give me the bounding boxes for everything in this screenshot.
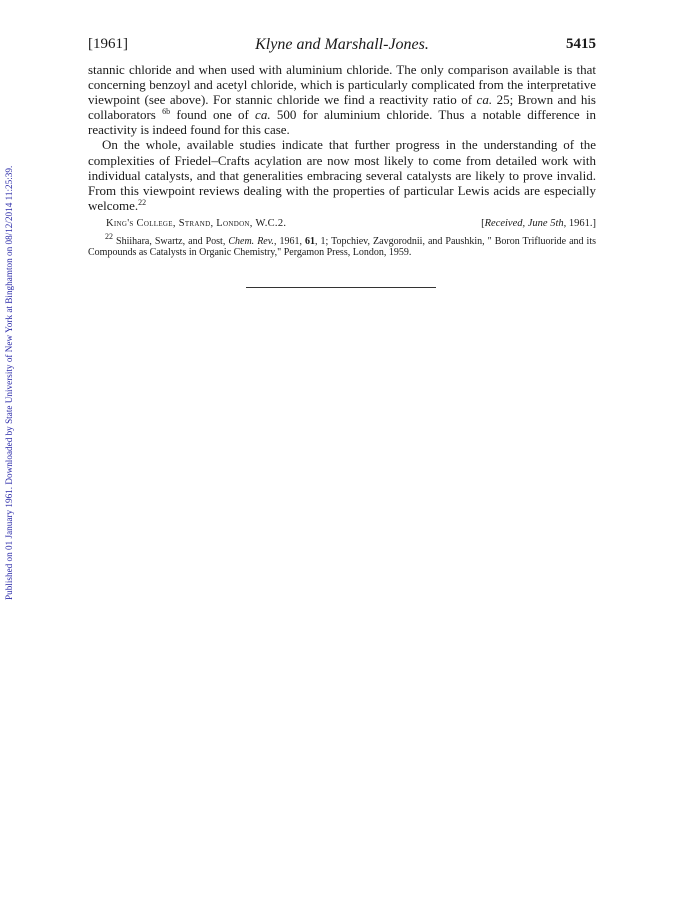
received-label: Received, June 5th, [484, 218, 567, 229]
paragraph-1 [88, 62, 596, 137]
received-year: 1961.] [566, 218, 596, 229]
end-of-article-rule [246, 287, 436, 288]
footnote-text-a: Shiihara, Swartz, and Post, [113, 236, 229, 247]
paragraph-2 [88, 137, 596, 212]
citation-6b: 6b [162, 107, 171, 117]
paragraph-1-text-a: stannic chloride and when used with aluminium chloride. The only comparison available is that concerning benzoyl and acetyl chloride, which is particularly complicated from the interpretative viewpoint (see above). For stannic chloride we find a reactivity ratio of [88, 62, 596, 108]
footnote-text-c: , 1; Topchiev, Zavgorodnii, and Paushkin, " Boron Trifluoride and its Compounds as Catalysts in Organic Chemistry," Pergamon Press, London, 1959. [88, 236, 596, 259]
paragraph-2-text: On the whole, available studies indicate that further progress in the understanding of the complexities of Friedel–Crafts acylation are now most likely to come from detailed work with individual catalysts, and that generalities embracing several catalysts are likely to prove invalid. From this viewpoint reviews dealing with the properties of particular Lewis acids are especially welcome. [88, 137, 596, 213]
header-authors: Klyne and Marshall-Jones. [255, 36, 429, 53]
footnote-number: 22 [105, 232, 113, 241]
paragraph-1-text-c: found one of [170, 107, 256, 123]
page-number: 5415 [566, 36, 596, 52]
citation-22: 22 [138, 197, 147, 207]
body-text [88, 62, 596, 213]
paragraph-1-text-b: 25; Brown and his collaborators [88, 92, 596, 123]
download-watermark-text: Published on 01 January 1961. Downloaded by State University of New York at Binghamton on 08/12/2014 11:25:39. [4, 165, 14, 600]
footnote-22 [88, 232, 596, 259]
footnote-volume: 61 [304, 236, 315, 247]
received-date [481, 218, 596, 229]
paragraph-1-ca-b: ca. [255, 107, 271, 123]
footnote-text-b: , 1961, [273, 236, 305, 247]
paragraph-1-text-d: 500 for aluminium chloride. Thus a notable difference in reactivity is indeed found for this case. [88, 107, 596, 138]
header-year: [1961] [88, 36, 128, 52]
received-bracket: [ [481, 218, 485, 229]
institution: King's College, Strand, London, W.C.2. [106, 218, 287, 229]
paragraph-1-ca-a: ca. [476, 92, 493, 108]
footnote-journal: Chem. Rev. [228, 236, 274, 247]
running-header [88, 36, 596, 56]
footnote [88, 232, 596, 259]
download-watermark [2, 70, 18, 600]
affiliation-line [88, 218, 596, 232]
